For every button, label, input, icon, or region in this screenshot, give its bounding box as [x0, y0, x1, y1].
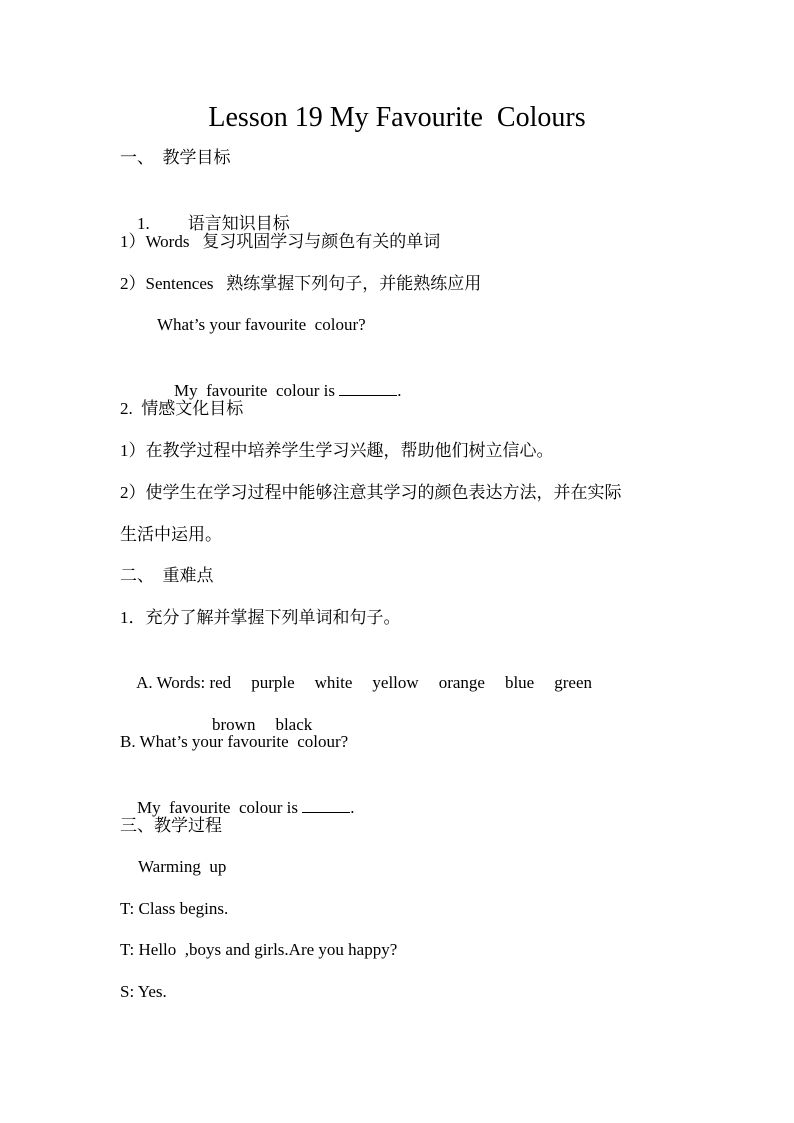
vocab-word: green: [554, 673, 592, 692]
vocab-word: blue: [504, 673, 535, 692]
section2-item1: 1．充分了解并掌握下列单词和句子。: [120, 608, 401, 627]
section3-heading: 三、教学过程: [120, 816, 222, 835]
dialogue-line: T: Class begins.: [120, 899, 229, 918]
section1-item2-1: 1）在教学过程中培养学生学习兴趣，帮助他们树立信心。: [120, 441, 554, 460]
vocab-row-1: [120, 647, 592, 719]
vocab-word: brown: [212, 715, 256, 734]
vocab-word: black: [275, 715, 313, 734]
b-answer-prefix: My favourite colour is: [137, 798, 303, 817]
b-answer-blank: [302, 796, 350, 813]
section1-item2-2b: 生活中运用。: [120, 525, 222, 544]
item-number: 1.: [137, 214, 150, 233]
vocab-word: white: [314, 673, 353, 692]
words-prefix: A. Words:: [136, 673, 210, 692]
b-sentence: B. What’s your favourite colour?: [120, 732, 349, 751]
item-label: 语言知识目标: [187, 214, 290, 233]
vocab-word: red: [209, 673, 232, 692]
section1-item2-2a: 2）使学生在学习过程中能够注意其学习的颜色表达方法，并在实际: [120, 483, 622, 502]
vocab-word: yellow: [372, 673, 419, 692]
answer-suffix: .: [397, 381, 402, 400]
dialogue-line: S: Yes.: [120, 982, 167, 1001]
warmup-heading: Warming up: [138, 857, 227, 876]
dialogue-line: T: Hello ,boys and girls.Are you happy?: [120, 940, 398, 959]
vocab-word: orange: [438, 673, 485, 692]
sentences-objective: 2）Sentences 熟练掌握下列句子，并能熟练应用: [120, 274, 482, 293]
answer-prefix: My favourite colour is: [174, 381, 340, 400]
vocab-word: purple: [251, 673, 295, 692]
question-sentence: What’s your favourite colour?: [157, 315, 366, 334]
b-answer-suffix: .: [350, 798, 355, 817]
section2-heading: 二、 重难点: [120, 566, 214, 585]
answer-blank: [339, 379, 397, 396]
words-objective: 1）Words 复习巩固学习与颜色有关的单词: [120, 232, 441, 251]
section1-item2: 2. 情感文化目标: [120, 399, 244, 418]
section1-heading: 一、 教学目标: [120, 148, 231, 167]
lesson-title: Lesson 19 My Favourite Colours: [208, 102, 586, 133]
